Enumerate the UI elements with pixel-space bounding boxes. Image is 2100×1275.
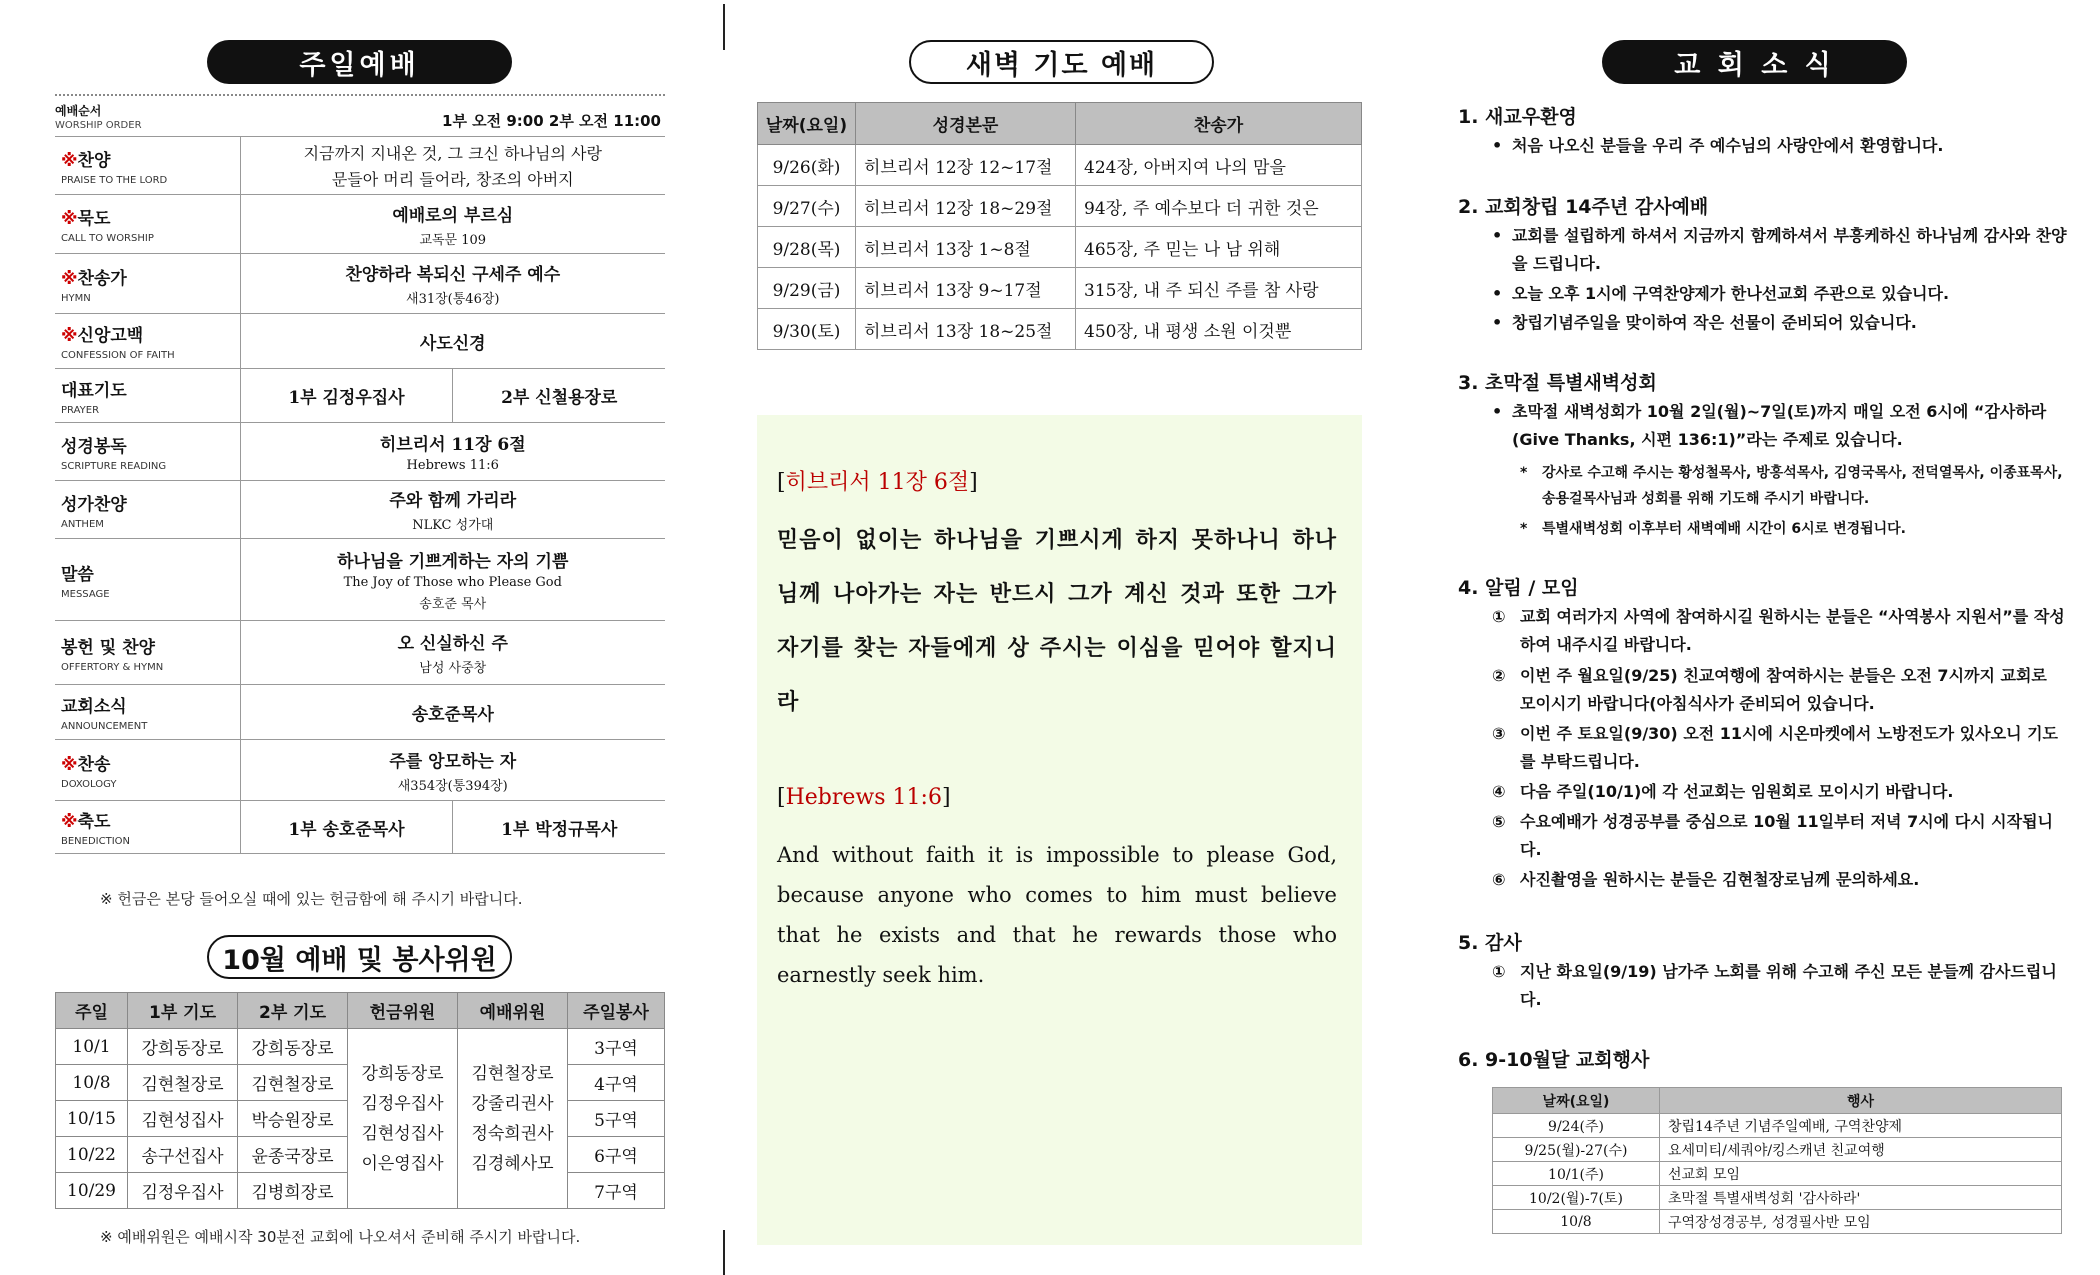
news-bullet: • 처음 나오신 분들을 우리 주 예수님의 사랑안에서 환영합니다.	[1492, 136, 1944, 155]
church-events-table	[1492, 1087, 2062, 1234]
center-divider-bottom	[723, 1230, 725, 1275]
verse-ref-en-text: Hebrews 11:6	[785, 785, 942, 810]
cell-date: 10/1	[56, 1029, 128, 1065]
row-label-en: PRAISE TO THE LORD	[61, 174, 168, 186]
verse-text-kr: 믿음이 없이는 하나님을 기쁘시게 하지 못하나니 하나님께 나아가는 자는 반드시 그가 계신 것과 또한 그가 자기를 찾는 자들에게 상 주시는 이심을 믿어야 할지니라	[777, 527, 1337, 715]
cell-date: 10/15	[56, 1101, 128, 1137]
table-header-row	[56, 993, 665, 1029]
row-label-en: ANTHEM	[61, 518, 104, 530]
row-sub: 교독문 109	[419, 232, 487, 248]
column-dawn-prayer	[757, 0, 1367, 1275]
row-label-en: CONFESSION OF FAITH	[61, 350, 175, 361]
row-label-en: SCRIPTURE READING	[61, 460, 167, 472]
table-row	[1493, 1162, 2062, 1186]
table-row	[1493, 1114, 2062, 1138]
offering-member: 김정우집사	[361, 1093, 444, 1114]
col-header: 행사	[1660, 1088, 2062, 1114]
row-content: 주와 함께 가리라	[389, 491, 517, 511]
table-row	[758, 268, 1362, 309]
news-item: ⑤ 수요예배가 성경공부를 중심으로 10월 11일부터 저녁 7시에 다시 시작됩니다.	[1492, 812, 2053, 859]
cell-prayer1: 송구선집사	[128, 1137, 238, 1173]
col-header: 성경본문	[856, 103, 1076, 145]
row-content: 사도신경	[419, 333, 486, 354]
table-row	[1493, 1186, 2062, 1210]
cell-event: 구역장성경공부, 성경필사반 모임	[1660, 1210, 2062, 1234]
cell-service: 7구역	[568, 1173, 665, 1209]
offering-committee	[348, 1029, 458, 1209]
cell-prayer1: 김현철장로	[128, 1065, 238, 1101]
worship-order-label-en: WORSHIP ORDER	[55, 120, 142, 131]
table-header-row	[758, 103, 1362, 145]
verse-text-en: And without faith it is impossible to please God, because anyone who comes to him must believe that he exists and that he rewards those who earnestly seek him.	[777, 843, 1337, 987]
col-header: 주일	[56, 993, 128, 1029]
table-row	[55, 369, 665, 423]
table-row	[758, 145, 1362, 186]
row-content: 찬양하라 복되신 구세주 예수	[345, 265, 561, 285]
usher-committee	[458, 1029, 568, 1209]
col-header: 날짜(요일)	[758, 103, 856, 145]
row-label: 축도	[77, 812, 111, 832]
news-bullet: • 교회를 설립하게 하셔서 지금까지 함께하셔서 부흥케하신 하나님께 감사와 찬양을 드립니다.	[1492, 226, 2067, 273]
verse-reference-kr: [히브리서 11장 6절]	[777, 470, 978, 495]
table-row: ※축도 BENEDICTION 1부 송호준목사 1부 박정규목사	[55, 801, 665, 854]
cell-event: 요세미티/세쿼야/킹스캐년 친교여행	[1660, 1138, 2062, 1162]
row-label-en: DOXOLOGY	[61, 779, 117, 790]
row-sub: Hebrews 11:6	[406, 458, 499, 473]
dawn-prayer-table	[757, 102, 1362, 350]
cell-date: 9/25(월)-27(수)	[1493, 1138, 1660, 1162]
row-sub: 남성 사중창	[419, 661, 487, 676]
worship-order-table	[55, 136, 665, 854]
cell-event: 창립14주년 기념주일예배, 구역찬양제	[1660, 1114, 2062, 1138]
news-bullet: • 창립기념주일을 맞이하여 작은 선물이 준비되어 있습니다.	[1492, 313, 1917, 332]
news-section-title: 5. 감사	[1458, 932, 1522, 954]
col-header: 주일봉사	[568, 993, 665, 1029]
news-section-title: 6. 9-10월달 교회행사	[1458, 1049, 1650, 1071]
news-item: ④ 다음 주일(10/1)에 각 선교회는 임원회로 모이시기 바랍니다.	[1492, 782, 1954, 801]
table-row	[1493, 1210, 2062, 1234]
offering-member: 강희동장로	[361, 1063, 444, 1084]
col-header: 예배위원	[458, 993, 568, 1029]
cell-date: 10/2(월)-7(토)	[1493, 1186, 1660, 1210]
cell-service: 6구역	[568, 1137, 665, 1173]
table-row	[55, 685, 665, 740]
row-label-en: HYMN	[61, 292, 91, 304]
usher-member: 강줄리권사	[471, 1093, 554, 1114]
row-label: 대표기도	[61, 380, 127, 401]
center-divider-top	[723, 4, 725, 50]
offering-note: ※ 헌금은 본당 들어오실 때에 있는 헌금함에 해 주시기 바랍니다.	[100, 890, 523, 908]
row-label: 찬양	[77, 150, 111, 171]
cell-prayer2: 강희동장로	[238, 1029, 348, 1065]
row-sub: 새31장(통46장)	[406, 292, 500, 307]
offering-member: 김현성집사	[361, 1123, 444, 1144]
service-times: 1부 오전 9:00 2부 오전 11:00	[442, 112, 661, 130]
cell-prayer2: 김병희장로	[238, 1173, 348, 1209]
row-label-en: CALL TO WORSHIP	[61, 233, 154, 244]
row-label: 말씀	[61, 564, 94, 585]
volunteer-note: ※ 예배위원은 예배시작 30분전 교회에 나오셔서 준비해 주시기 바랍니다.	[100, 1228, 581, 1246]
usher-member: 정숙희권사	[471, 1123, 554, 1144]
row-label: 찬송	[77, 755, 111, 775]
volunteers-table	[55, 992, 665, 1209]
col-header: 헌금위원	[348, 993, 458, 1029]
row-label: 성가찬양	[61, 494, 127, 515]
cell-date: 9/24(주)	[1493, 1114, 1660, 1138]
col-header: 찬송가	[1076, 103, 1362, 145]
row-label: 성경봉독	[61, 436, 127, 457]
cell-prayer1: 김현성집사	[128, 1101, 238, 1137]
cell-hymn: 424장, 아버지여 나의 맘을	[1076, 145, 1362, 186]
table-row	[758, 186, 1362, 227]
table-row	[56, 1029, 665, 1065]
cell-date: 9/30(토)	[758, 309, 856, 350]
column-church-news	[1450, 0, 2070, 1275]
cell-hymn: 94장, 주 예수보다 더 귀한 것은	[1076, 186, 1362, 227]
row-sub: 문들아 머리 들어라, 창조의 아버지	[331, 170, 574, 189]
prayer-second-service: 2부 신철용장로	[453, 369, 665, 423]
row-label: 신앙고백	[77, 326, 144, 346]
row-content: 하나님을 기쁘게하는 자의 기쁨	[337, 552, 569, 572]
benediction-first-service: 1부 송호준목사	[240, 801, 453, 854]
news-section-title: 4. 알림 / 모임	[1458, 577, 1579, 599]
cell-prayer2: 박승원장로	[238, 1101, 348, 1137]
table-row: ※묵도 CALL TO WORSHIP 예배로의 부르심 교독문 109	[55, 195, 665, 254]
cell-prayer2: 김현철장로	[238, 1065, 348, 1101]
news-item: ③ 이번 주 토요일(9/30) 오전 11시에 시온마켓에서 노방전도가 있사오니 기도를 부탁드립니다.	[1492, 724, 2059, 771]
worship-order-header	[55, 94, 665, 136]
news-section-title: 3. 초막절 특별새벽성회	[1458, 372, 1657, 394]
cell-scripture: 히브리서 13장 1~8절	[856, 227, 1076, 268]
row-label: 묵도	[77, 209, 111, 229]
row-label: 교회소식	[61, 697, 127, 717]
row-content: 주를 앙모하는 자	[389, 751, 517, 772]
table-header-row	[1493, 1088, 2062, 1114]
cell-date: 9/27(수)	[758, 186, 856, 227]
row-label-en: MESSAGE	[61, 588, 110, 600]
cell-date: 10/8	[1493, 1210, 1660, 1234]
offering-member: 이은영집사	[361, 1153, 444, 1174]
row-content: 송호준목사	[411, 704, 494, 725]
worship-order-label: 예배순서	[55, 104, 102, 118]
cell-prayer1: 김정우집사	[128, 1173, 238, 1209]
row-label-en: PRAYER	[61, 404, 100, 416]
news-item: ⑥ 사진촬영을 원하시는 분들은 김현철장로님께 문의하세요.	[1492, 870, 1920, 889]
sunday-worship-title: 주일예배	[207, 40, 512, 84]
news-section-title: 1. 새교우환영	[1458, 106, 1577, 128]
row-label-en: ANNOUNCEMENT	[61, 721, 148, 732]
verse-ref-kr-text: 히브리서 11장 6절	[785, 470, 970, 495]
cell-scripture: 히브리서 13장 9~17절	[856, 268, 1076, 309]
news-bullet: • 오늘 오후 1시에 구역찬양제가 한나선교회 주관으로 있습니다.	[1492, 284, 1950, 303]
volunteers-title: 10월 예배 및 봉사위원	[207, 935, 512, 979]
table-row: ※신앙고백 CONFESSION OF FAITH 사도신경	[55, 314, 665, 369]
cell-scripture: 히브리서 12장 18~29절	[856, 186, 1076, 227]
news-subnote: * 특별새벽성회 이후부터 새벽예배 시간이 6시로 변경됩니다.	[1520, 521, 1907, 537]
table-row	[55, 481, 665, 539]
row-sub: The Joy of Those who Please God	[343, 575, 562, 590]
news-subnote: * 강사로 수고해 주시는 황성철목사, 방홍석목사, 김영국목사, 전덕열목사, 이종표목사, 송용걸목사님과 성회를 위해 기도해 주시기 바랍니다.	[1520, 465, 2063, 507]
cell-service: 5구역	[568, 1101, 665, 1137]
cell-hymn: 315장, 내 주 되신 주를 참 사랑	[1076, 268, 1362, 309]
usher-member: 김현철장로	[471, 1063, 554, 1084]
cell-hymn: 465장, 주 믿는 나 남 위해	[1076, 227, 1362, 268]
table-row: ※찬송가 HYMN 찬양하라 복되신 구세주 예수 새31장(통46장)	[55, 254, 665, 314]
table-row	[55, 423, 665, 481]
cell-date: 9/29(금)	[758, 268, 856, 309]
cell-service: 4구역	[568, 1065, 665, 1101]
dawn-prayer-title: 새벽 기도 예배	[909, 40, 1214, 84]
row-content: 히브리서 11장 6절	[379, 435, 526, 455]
cell-hymn: 450장, 내 평생 소원 이것뿐	[1076, 309, 1362, 350]
table-row	[55, 539, 665, 621]
cell-date: 10/22	[56, 1137, 128, 1173]
row-sub: NLKC 성가대	[412, 518, 494, 533]
benediction-second-service: 1부 박정규목사	[453, 801, 665, 854]
row-content: 오 신실하신 주	[397, 634, 508, 654]
news-item: ① 지난 화요일(9/19) 남가주 노회를 위해 수고해 주신 모든 분들께 감사드립니다.	[1492, 962, 2057, 1009]
row-label: 봉헌 및 찬양	[61, 637, 155, 658]
cell-date: 9/26(화)	[758, 145, 856, 186]
table-row	[55, 621, 665, 685]
cell-event: 선교회 모임	[1660, 1162, 2062, 1186]
usher-member: 김경혜사모	[471, 1153, 554, 1174]
cell-date: 10/1(주)	[1493, 1162, 1660, 1186]
table-row	[1493, 1138, 2062, 1162]
news-bullet: • 초막절 새벽성회가 10월 2일(월)~7일(토)까지 매일 오전 6시에 “감사하라(Give Thanks, 시편 136:1)”라는 주제로 있습니다.	[1492, 402, 2047, 449]
col-header: 2부 기도	[238, 993, 348, 1029]
table-row	[758, 227, 1362, 268]
cell-event: 초막절 특별새벽성회 '감사하라'	[1660, 1186, 2062, 1210]
news-section-title: 2. 교회창립 14주년 감사예배	[1458, 196, 1709, 218]
cell-service: 3구역	[568, 1029, 665, 1065]
table-row: ※찬양 PRAISE TO THE LORD 지금까지 지내온 것, 그 크신 하나님의 사랑 문들아 머리 들어라, 창조의 아버지	[55, 137, 665, 195]
table-row: ※찬송 DOXOLOGY 주를 앙모하는 자 새354장(통394장)	[55, 740, 665, 801]
cell-date: 10/29	[56, 1173, 128, 1209]
preacher: 송호준 목사	[419, 597, 487, 612]
scripture-verse-box	[757, 415, 1362, 1245]
cell-prayer2: 윤종국장로	[238, 1137, 348, 1173]
cell-date: 10/8	[56, 1065, 128, 1101]
row-label-en: OFFERTORY & HYMN	[61, 661, 164, 673]
news-item: ① 교회 여러가지 사역에 참여하시길 원하시는 분들은 “사역봉사 지원서”를 작성하여 내주시길 바랍니다.	[1492, 607, 2065, 654]
table-row	[758, 309, 1362, 350]
row-content: 지금까지 지내온 것, 그 크신 하나님의 사랑	[303, 144, 602, 163]
row-label-en: BENEDICTION	[61, 836, 131, 847]
column-worship	[55, 0, 665, 1275]
cell-date: 9/28(목)	[758, 227, 856, 268]
cell-prayer1: 강희동장로	[128, 1029, 238, 1065]
row-content: 예배로의 부르심	[392, 205, 514, 226]
col-header: 1부 기도	[128, 993, 238, 1029]
prayer-first-service: 1부 김정우집사	[240, 369, 453, 423]
row-label: 찬송가	[77, 268, 127, 289]
news-item: ② 이번 주 월요일(9/25) 친교여행에 참여하시는 분들은 오전 7시까지 교회로 모이시기 바랍니다(아침식사가 준비되어 있습니다.	[1492, 666, 2047, 713]
verse-reference-en: [Hebrews 11:6]	[777, 785, 951, 810]
cell-scripture: 히브리서 12장 12~17절	[856, 145, 1076, 186]
col-header: 날짜(요일)	[1493, 1088, 1660, 1114]
row-sub: 새354장(통394장)	[397, 778, 508, 794]
church-news-title: 교 회 소 식	[1602, 40, 1907, 84]
cell-scripture: 히브리서 13장 18~25절	[856, 309, 1076, 350]
